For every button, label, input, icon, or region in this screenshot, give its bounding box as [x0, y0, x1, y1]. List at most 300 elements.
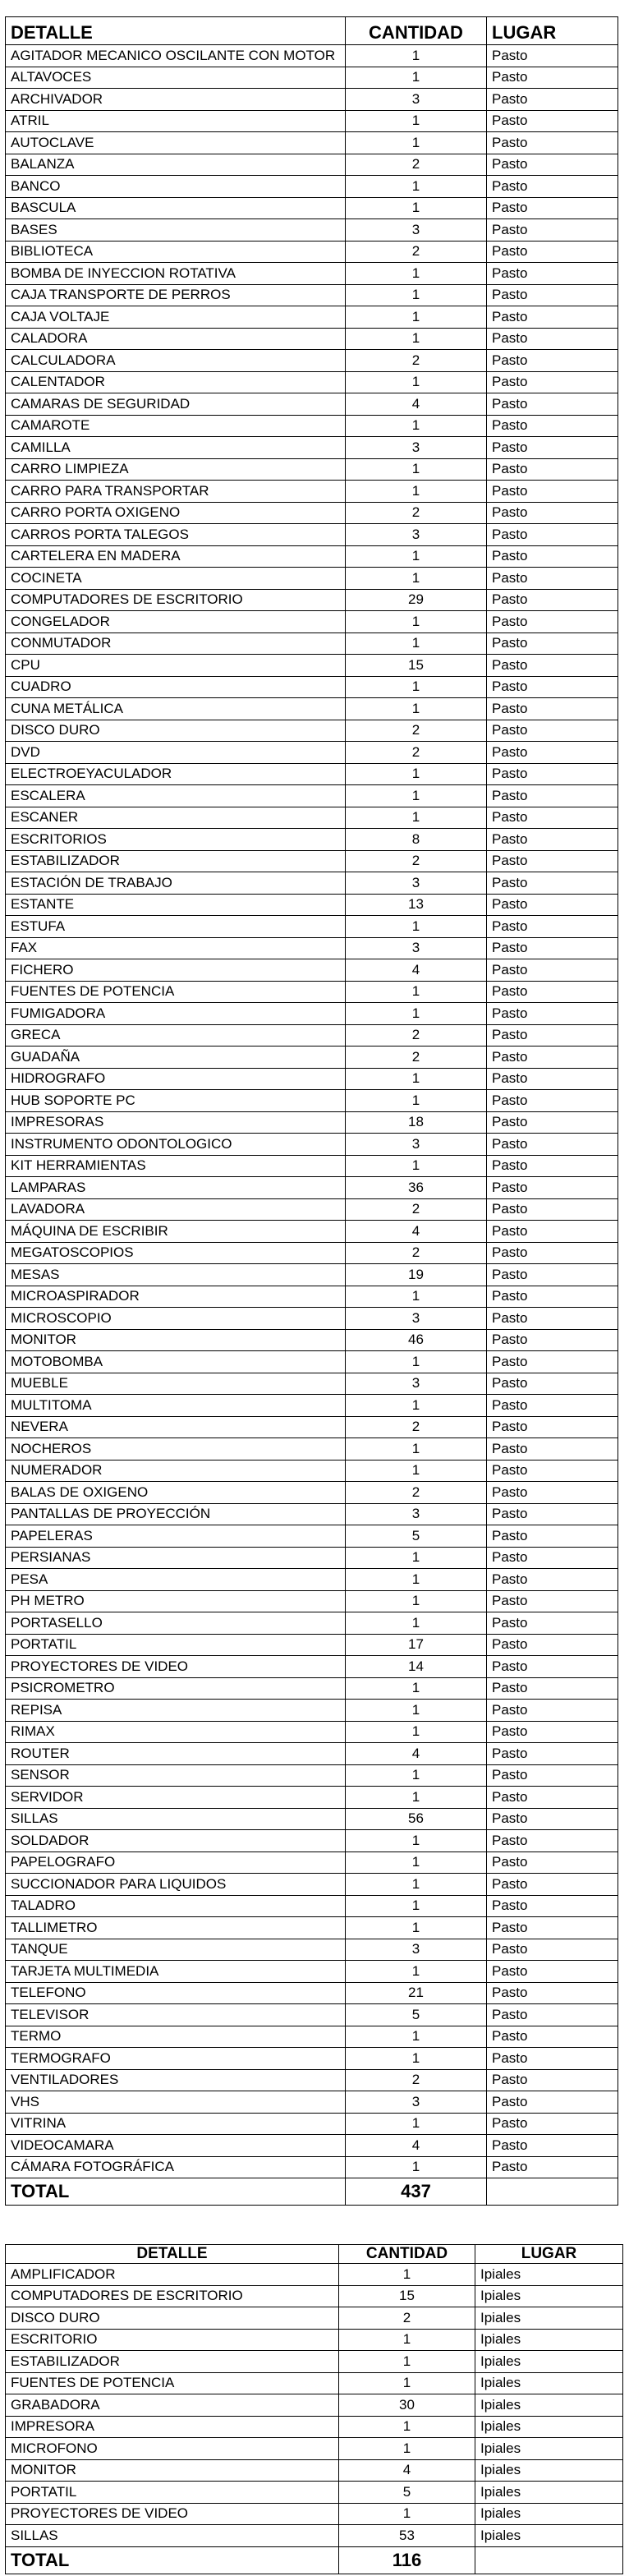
cell-lugar: Pasto — [487, 1547, 618, 1569]
table-row — [6, 1155, 618, 1177]
cell-cantidad: 5 — [346, 1525, 487, 1548]
cell-detalle: SILLAS — [6, 2525, 339, 2547]
cell-lugar: Pasto — [487, 1329, 618, 1351]
cell-detalle: CÁMARA FOTOGRÁFICA — [6, 2156, 346, 2178]
cell-lugar: Pasto — [487, 1482, 618, 1504]
cell-lugar: Pasto — [487, 850, 618, 872]
cell-detalle: TANQUE — [6, 1939, 346, 1961]
cell-cantidad: 3 — [346, 2091, 487, 2114]
cell-cantidad: 29 — [346, 589, 487, 611]
table-row — [6, 1460, 618, 1482]
cell-cantidad: 56 — [346, 1808, 487, 1830]
table-row — [6, 1787, 618, 1809]
cell-lugar: Pasto — [487, 1264, 618, 1286]
cell-cantidad: 1 — [346, 1852, 487, 1874]
cell-detalle: BASCULA — [6, 197, 346, 219]
cell-lugar: Pasto — [487, 1787, 618, 1809]
cell-lugar: Pasto — [487, 981, 618, 1003]
cell-detalle: LAVADORA — [6, 1198, 346, 1221]
cell-cantidad: 1 — [346, 45, 487, 67]
cell-cantidad: 1 — [346, 110, 487, 132]
cell-detalle: CONMUTADOR — [6, 632, 346, 655]
cell-cantidad: 2 — [346, 1198, 487, 1221]
cell-detalle: AMPLIFICADOR — [6, 2264, 339, 2286]
cell-lugar: Pasto — [487, 437, 618, 459]
cell-lugar: Pasto — [487, 545, 618, 568]
cell-cantidad: 4 — [346, 393, 487, 416]
cell-cantidad: 3 — [346, 1503, 487, 1525]
cell-cantidad: 4 — [346, 959, 487, 982]
table-row — [6, 981, 618, 1003]
cell-lugar: Pasto — [487, 132, 618, 154]
total-empty-cell — [487, 2178, 618, 2206]
cell-lugar: Pasto — [487, 1373, 618, 1395]
cell-detalle: ESTACIÓN DE TRABAJO — [6, 872, 346, 895]
total-label: TOTAL — [6, 2178, 346, 2206]
table-row — [6, 263, 618, 285]
cell-lugar: Pasto — [487, 1917, 618, 1939]
table-row — [6, 350, 618, 372]
table-row — [6, 1874, 618, 1896]
table-row — [6, 1917, 618, 1939]
table-row — [6, 1982, 618, 2004]
cell-lugar: Pasto — [487, 807, 618, 829]
cell-cantidad: 1 — [346, 481, 487, 503]
cell-detalle: PH METRO — [6, 1590, 346, 1612]
table-row — [6, 545, 618, 568]
cell-lugar: Pasto — [487, 698, 618, 720]
cell-cantidad: 1 — [339, 2351, 475, 2373]
cell-detalle: CARTELERA EN MADERA — [6, 545, 346, 568]
table-row — [6, 2307, 623, 2330]
cell-lugar: Pasto — [487, 219, 618, 242]
cell-detalle: MONITOR — [6, 1329, 346, 1351]
table-row — [6, 241, 618, 263]
table-row — [6, 1743, 618, 1765]
cell-lugar: Pasto — [487, 1961, 618, 1983]
cell-lugar: Pasto — [487, 1134, 618, 1156]
inventory-table-pasto — [5, 16, 618, 2206]
cell-lugar: Pasto — [487, 1590, 618, 1612]
cell-lugar: Pasto — [487, 1721, 618, 1743]
cell-detalle: LAMPARAS — [6, 1177, 346, 1199]
cell-lugar: Pasto — [487, 241, 618, 263]
table-row — [6, 872, 618, 895]
table-row — [6, 676, 618, 698]
cell-cantidad: 1 — [346, 1068, 487, 1090]
cell-lugar: Pasto — [487, 742, 618, 764]
cell-cantidad: 1 — [346, 263, 487, 285]
cell-lugar: Ipiales — [475, 2351, 623, 2373]
cell-lugar: Pasto — [487, 872, 618, 895]
cell-cantidad: 4 — [346, 1743, 487, 1765]
table-row — [6, 2091, 618, 2114]
cell-cantidad: 1 — [346, 785, 487, 807]
cell-detalle: CARRO LIMPIEZA — [6, 458, 346, 481]
table-row — [6, 2416, 623, 2438]
table-row — [6, 2329, 623, 2351]
cell-detalle: PAPELOGRAFO — [6, 1852, 346, 1874]
header-lugar: LUGAR — [475, 2245, 623, 2264]
cell-lugar: Pasto — [487, 393, 618, 416]
cell-detalle: CUNA METÁLICA — [6, 698, 346, 720]
cell-detalle: ARCHIVADOR — [6, 89, 346, 111]
header-detalle: DETALLE — [6, 2245, 339, 2264]
cell-cantidad: 1 — [346, 1917, 487, 1939]
cell-lugar: Pasto — [487, 916, 618, 938]
table-row — [6, 720, 618, 742]
cell-cantidad: 2 — [346, 1024, 487, 1046]
table-row — [6, 1373, 618, 1395]
cell-lugar: Pasto — [487, 937, 618, 959]
cell-cantidad: 1 — [346, 1677, 487, 1700]
table-row — [6, 1090, 618, 1112]
cell-detalle: ESTANTE — [6, 894, 346, 916]
cell-detalle: TELEVISOR — [6, 2004, 346, 2026]
cell-detalle: MEGATOSCOPIOS — [6, 1242, 346, 1264]
table-row — [6, 1395, 618, 1417]
cell-lugar: Pasto — [487, 1198, 618, 1221]
table-row — [6, 2069, 618, 2091]
table-row — [6, 67, 618, 89]
table-header-row — [6, 2245, 623, 2264]
cell-detalle: PORTASELLO — [6, 1612, 346, 1635]
cell-lugar: Ipiales — [475, 2329, 623, 2351]
cell-cantidad: 1 — [346, 1351, 487, 1373]
cell-lugar: Pasto — [487, 632, 618, 655]
cell-detalle: SENSOR — [6, 1764, 346, 1787]
table-row — [6, 328, 618, 350]
cell-detalle: ATRIL — [6, 110, 346, 132]
table-row — [6, 481, 618, 503]
table-row — [6, 458, 618, 481]
cell-cantidad: 53 — [339, 2525, 475, 2547]
cell-cantidad: 1 — [346, 67, 487, 89]
cell-cantidad: 18 — [346, 1111, 487, 1134]
table-row — [6, 415, 618, 437]
cell-cantidad: 1 — [339, 2264, 475, 2286]
cell-cantidad: 2 — [346, 2069, 487, 2091]
cell-detalle: COMPUTADORES DE ESCRITORIO — [6, 589, 346, 611]
cell-cantidad: 36 — [346, 1177, 487, 1199]
table-row — [6, 916, 618, 938]
cell-lugar: Pasto — [487, 502, 618, 524]
cell-lugar: Pasto — [487, 1939, 618, 1961]
cell-detalle: COCINETA — [6, 568, 346, 590]
cell-cantidad: 1 — [346, 1764, 487, 1787]
cell-detalle: TERMO — [6, 2026, 346, 2048]
cell-cantidad: 1 — [346, 1612, 487, 1635]
table-row — [6, 1134, 618, 1156]
cell-detalle: CARROS PORTA TALEGOS — [6, 524, 346, 546]
cell-cantidad: 1 — [346, 763, 487, 785]
cell-lugar: Pasto — [487, 1242, 618, 1264]
header-cantidad: CANTIDAD — [346, 17, 487, 45]
cell-lugar: Pasto — [487, 176, 618, 198]
cell-detalle: PERSIANAS — [6, 1547, 346, 1569]
cell-detalle: ELECTROEYACULADOR — [6, 763, 346, 785]
cell-cantidad: 2 — [339, 2307, 475, 2330]
table-row — [6, 1830, 618, 1852]
cell-lugar: Pasto — [487, 1895, 618, 1917]
table-row — [6, 1286, 618, 1308]
table-row — [6, 306, 618, 329]
cell-detalle: CPU — [6, 655, 346, 677]
cell-cantidad: 1 — [346, 1395, 487, 1417]
table-row — [6, 219, 618, 242]
cell-cantidad: 1 — [339, 2503, 475, 2525]
cell-lugar: Pasto — [487, 763, 618, 785]
table-row — [6, 568, 618, 590]
cell-lugar: Ipiales — [475, 2503, 623, 2525]
cell-cantidad: 3 — [346, 1134, 487, 1156]
cell-lugar: Pasto — [487, 458, 618, 481]
cell-cantidad: 1 — [346, 458, 487, 481]
table-row — [6, 1612, 618, 1635]
table-row — [6, 502, 618, 524]
table-row — [6, 2285, 623, 2307]
table-row — [6, 1569, 618, 1591]
cell-detalle: TALLIMETRO — [6, 1917, 346, 1939]
cell-detalle: GRABADORA — [6, 2394, 339, 2417]
cell-detalle: KIT HERRAMIENTAS — [6, 1155, 346, 1177]
cell-lugar: Pasto — [487, 110, 618, 132]
cell-lugar: Pasto — [487, 1874, 618, 1896]
table-row — [6, 632, 618, 655]
cell-detalle: CALENTADOR — [6, 371, 346, 393]
cell-cantidad: 1 — [346, 807, 487, 829]
table-row — [6, 2459, 623, 2482]
cell-cantidad: 2 — [346, 720, 487, 742]
cell-cantidad: 1 — [346, 1438, 487, 1460]
table-row — [6, 698, 618, 720]
cell-detalle: DVD — [6, 742, 346, 764]
cell-lugar: Pasto — [487, 1656, 618, 1678]
cell-lugar: Pasto — [487, 45, 618, 67]
cell-cantidad: 1 — [346, 1830, 487, 1852]
cell-cantidad: 1 — [346, 306, 487, 329]
cell-lugar: Pasto — [487, 1460, 618, 1482]
cell-lugar: Pasto — [487, 655, 618, 677]
cell-detalle: FICHERO — [6, 959, 346, 982]
table-header-row — [6, 17, 618, 45]
cell-detalle: RIMAX — [6, 1721, 346, 1743]
cell-detalle: PROYECTORES DE VIDEO — [6, 1656, 346, 1678]
cell-lugar: Pasto — [487, 306, 618, 329]
cell-detalle: CAMILLA — [6, 437, 346, 459]
cell-cantidad: 1 — [346, 1090, 487, 1112]
cell-cantidad: 5 — [339, 2482, 475, 2504]
table-row — [6, 1634, 618, 1656]
cell-detalle: PAPELERAS — [6, 1525, 346, 1548]
cell-detalle: ESTABILIZADOR — [6, 2351, 339, 2373]
cell-detalle: IMPRESORA — [6, 2416, 339, 2438]
cell-lugar: Pasto — [487, 2091, 618, 2114]
cell-lugar: Pasto — [487, 1525, 618, 1548]
cell-detalle: MESAS — [6, 1264, 346, 1286]
cell-cantidad: 1 — [346, 1460, 487, 1482]
cell-detalle: CALADORA — [6, 328, 346, 350]
cell-detalle: MONITOR — [6, 2459, 339, 2482]
table-row — [6, 1700, 618, 1722]
cell-detalle: COMPUTADORES DE ESCRITORIO — [6, 2285, 339, 2307]
table-row — [6, 524, 618, 546]
cell-detalle: ESCANER — [6, 807, 346, 829]
table-row — [6, 1764, 618, 1787]
cell-lugar: Pasto — [487, 568, 618, 590]
cell-cantidad: 3 — [346, 219, 487, 242]
cell-detalle: VIDEOCAMARA — [6, 2135, 346, 2157]
cell-cantidad: 1 — [339, 2438, 475, 2460]
cell-detalle: CAJA VOLTAJE — [6, 306, 346, 329]
cell-lugar: Ipiales — [475, 2525, 623, 2547]
cell-cantidad: 2 — [346, 350, 487, 372]
table-row — [6, 589, 618, 611]
cell-cantidad: 1 — [339, 2372, 475, 2394]
cell-cantidad: 1 — [346, 2156, 487, 2178]
cell-cantidad: 1 — [346, 1547, 487, 1569]
table-row — [6, 2004, 618, 2026]
cell-lugar: Pasto — [487, 894, 618, 916]
cell-cantidad: 3 — [346, 524, 487, 546]
cell-detalle: TELEFONO — [6, 1982, 346, 2004]
cell-lugar: Pasto — [487, 1068, 618, 1090]
cell-detalle: FAX — [6, 937, 346, 959]
cell-detalle: AUTOCLAVE — [6, 132, 346, 154]
table-row — [6, 1264, 618, 1286]
table-row — [6, 1221, 618, 1243]
table-row — [6, 1939, 618, 1961]
table-row — [6, 1242, 618, 1264]
cell-lugar: Pasto — [487, 2113, 618, 2135]
table-row — [6, 1068, 618, 1090]
table-body — [6, 2264, 623, 2547]
cell-cantidad: 2 — [346, 742, 487, 764]
cell-cantidad: 1 — [346, 568, 487, 590]
cell-lugar: Pasto — [487, 197, 618, 219]
cell-lugar: Pasto — [487, 481, 618, 503]
table-row — [6, 1656, 618, 1678]
cell-cantidad: 1 — [346, 698, 487, 720]
cell-detalle: BANCO — [6, 176, 346, 198]
cell-cantidad: 1 — [346, 611, 487, 633]
cell-lugar: Pasto — [487, 524, 618, 546]
cell-lugar: Pasto — [487, 1046, 618, 1069]
inventory-table-ipiales — [5, 2244, 623, 2574]
cell-lugar: Pasto — [487, 1155, 618, 1177]
cell-lugar: Pasto — [487, 1286, 618, 1308]
cell-detalle: DISCO DURO — [6, 2307, 339, 2330]
cell-lugar: Pasto — [487, 959, 618, 982]
cell-detalle: ESCRITORIOS — [6, 829, 346, 851]
cell-cantidad: 30 — [339, 2394, 475, 2417]
cell-lugar: Pasto — [487, 350, 618, 372]
total-value: 437 — [346, 2178, 487, 2206]
cell-cantidad: 4 — [346, 1221, 487, 1243]
cell-lugar: Pasto — [487, 1612, 618, 1635]
cell-cantidad: 1 — [346, 676, 487, 698]
cell-detalle: MULTITOMA — [6, 1395, 346, 1417]
cell-detalle: BIBLIOTECA — [6, 241, 346, 263]
cell-cantidad: 4 — [339, 2459, 475, 2482]
header-lugar: LUGAR — [487, 17, 618, 45]
cell-cantidad: 1 — [346, 415, 487, 437]
header-cantidad: CANTIDAD — [339, 2245, 475, 2264]
cell-detalle: PESA — [6, 1569, 346, 1591]
cell-detalle: BOMBA DE INYECCION ROTATIVA — [6, 263, 346, 285]
cell-cantidad: 14 — [346, 1656, 487, 1678]
table-row — [6, 2264, 623, 2286]
table-row — [6, 132, 618, 154]
cell-lugar: Pasto — [487, 1003, 618, 1025]
cell-detalle: MICROSCOPIO — [6, 1308, 346, 1330]
table-row — [6, 742, 618, 764]
cell-lugar: Ipiales — [475, 2307, 623, 2330]
cell-detalle: PANTALLAS DE PROYECCIÓN — [6, 1503, 346, 1525]
cell-cantidad: 1 — [346, 371, 487, 393]
cell-cantidad: 2 — [346, 1242, 487, 1264]
cell-cantidad: 1 — [346, 197, 487, 219]
cell-lugar: Ipiales — [475, 2459, 623, 2482]
table-row — [6, 371, 618, 393]
table-row — [6, 1852, 618, 1874]
cell-cantidad: 15 — [346, 655, 487, 677]
cell-cantidad: 2 — [346, 1482, 487, 1504]
cell-detalle: PROYECTORES DE VIDEO — [6, 2503, 339, 2525]
header-detalle: DETALLE — [6, 17, 346, 45]
table-row — [6, 937, 618, 959]
total-value: 116 — [339, 2546, 475, 2574]
cell-cantidad: 1 — [346, 1700, 487, 1722]
cell-lugar: Pasto — [487, 2069, 618, 2091]
table-row — [6, 1721, 618, 1743]
table-row — [6, 1503, 618, 1525]
table-row — [6, 829, 618, 851]
cell-detalle: IMPRESORAS — [6, 1111, 346, 1134]
cell-lugar: Pasto — [487, 1852, 618, 1874]
cell-detalle: NUMERADOR — [6, 1460, 346, 1482]
cell-detalle: ROUTER — [6, 1743, 346, 1765]
cell-lugar: Pasto — [487, 589, 618, 611]
table-row — [6, 1198, 618, 1221]
total-row — [6, 2178, 618, 2206]
cell-detalle: HIDROGRAFO — [6, 1068, 346, 1090]
table-row — [6, 2026, 618, 2048]
cell-lugar: Pasto — [487, 829, 618, 851]
cell-cantidad: 46 — [346, 1329, 487, 1351]
table-row — [6, 1329, 618, 1351]
cell-detalle: FUMIGADORA — [6, 1003, 346, 1025]
cell-cantidad: 1 — [339, 2416, 475, 2438]
cell-detalle: PORTATIL — [6, 1634, 346, 1656]
cell-cantidad: 1 — [346, 284, 487, 306]
table-row — [6, 1416, 618, 1438]
cell-lugar: Pasto — [487, 676, 618, 698]
table-row — [6, 2156, 618, 2178]
table-row — [6, 763, 618, 785]
cell-cantidad: 3 — [346, 1373, 487, 1395]
cell-detalle: INSTRUMENTO ODONTOLOGICO — [6, 1134, 346, 1156]
cell-cantidad: 19 — [346, 1264, 487, 1286]
cell-detalle: GUADAÑA — [6, 1046, 346, 1069]
cell-detalle: BALANZA — [6, 154, 346, 176]
cell-detalle: MÁQUINA DE ESCRIBIR — [6, 1221, 346, 1243]
cell-detalle: HUB SOPORTE PC — [6, 1090, 346, 1112]
cell-detalle: MUEBLE — [6, 1373, 346, 1395]
cell-cantidad: 1 — [346, 328, 487, 350]
cell-cantidad: 1 — [339, 2329, 475, 2351]
table-row — [6, 611, 618, 633]
